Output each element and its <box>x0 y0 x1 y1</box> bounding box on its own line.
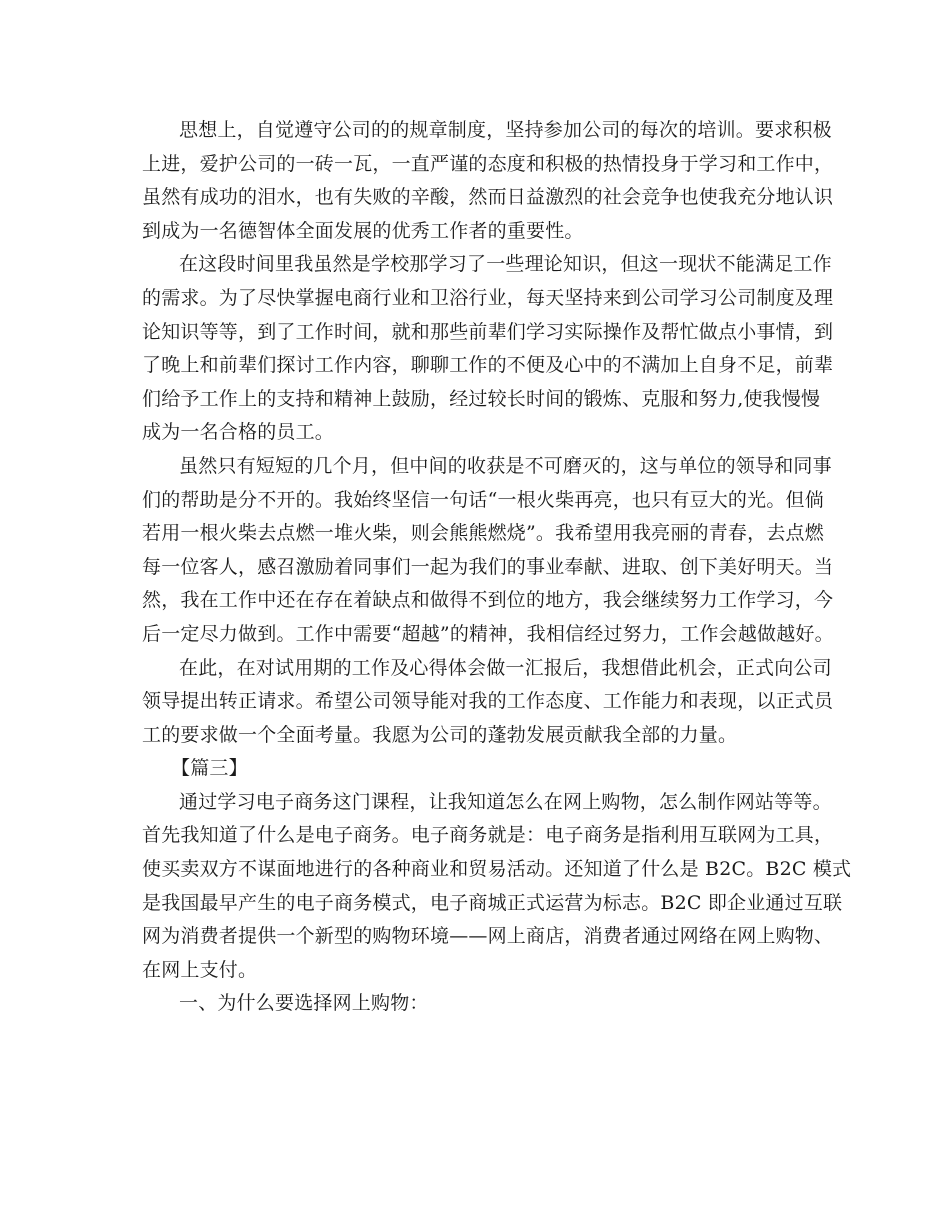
text-line: 到成为一名德智体全面发展的优秀工作者的重要性。 <box>142 219 584 242</box>
text-line: 虽然有成功的泪水，也有失败的辛酸，然而日益激烈的社会竞争也使我充分地认识 <box>142 186 834 209</box>
text-line: 们给予工作上的支持和精神上鼓励，经过较长时间的锻炼、克服和努力,使我慢慢 <box>142 387 821 410</box>
subheading-paragraph <box>142 987 827 1021</box>
text-line: 使买卖双方不谋面地进行的各种商业和贸易活动。还知道了什么是 B2C。B2C 模式 <box>142 858 852 881</box>
text-line: 上进，爱护公司的一砖一瓦，一直严谨的态度和积极的热情投身于学习和工作中， <box>142 152 834 175</box>
text-line: 思想上，自觉遵守公司的的规章制度，坚持参加公司的每次的培训。要求积极 <box>179 119 832 141</box>
text-line: 的需求。为了尽快掌握电商行业和卫浴行业，每天坚持来到公司学习公司制度及理 <box>142 286 834 309</box>
text-line: 虽然只有短短的几个月，但中间的收获是不可磨灭的，这与单位的领导和同事 <box>179 454 832 477</box>
text-line: 们的帮助是分不开的。我始终坚信一句话“一根火柴再亮，也只有豆大的光。但倘 <box>142 488 824 511</box>
text-line: 每一位客人，感召激励着同事们一起为我们的事业奉献、进取、创下美好明天。当 <box>142 555 834 578</box>
paragraph <box>142 652 834 753</box>
subheading: 一、为什么要选择网上购物： <box>179 992 429 1015</box>
section-heading: 【篇三】 <box>171 757 248 780</box>
text-line: 然，我在工作中还在存在着缺点和做得不到位的地方，我会继续努力工作学习，今 <box>142 589 834 612</box>
text-line: 了晚上和前辈们探讨工作内容，聊聊工作的不便及心中的不满加上自身不足，前辈 <box>142 354 834 377</box>
paragraph <box>142 248 834 450</box>
paragraph <box>142 786 852 988</box>
text-line: 在网上支付。 <box>142 958 258 981</box>
text-line: 论知识等等，到了工作时间，就和那些前辈们学习实际操作及帮忙做点小事情，到 <box>142 320 834 343</box>
text-line: 通过学习电子商务这门课程，让我知道怎么在网上购物，怎么制作网站等等。 <box>179 790 832 813</box>
text-line: 若用一根火柴去点燃一堆火柴，则会熊熊燃烧”。我希望用我亮丽的青春，去点燃 <box>142 522 824 545</box>
text-line: 是我国最早产生的电子商务模式，电子商城正式运营为标志。B2C 即企业通过互联 <box>142 891 843 914</box>
text-line: 领导提出转正请求。希望公司领导能对我的工作态度、工作能力和表现，以正式员 <box>142 690 834 713</box>
text-line: 在这段时间里我虽然是学校那学习了一些理论知识，但这一现状不能满足工作 <box>179 253 832 276</box>
text-line: 在此，在对试用期的工作及心得体会做一汇报后，我想借此机会，正式向公司 <box>179 656 832 679</box>
document-body <box>142 114 852 1021</box>
text-line: 首先我知道了什么是电子商务。电子商务就是：电子商务是指利用互联网为工具， <box>142 824 834 847</box>
paragraph <box>142 114 834 248</box>
text-line: 后一定尽力做到。工作中需要“超越”的精神，我相信经过努力，工作会越做越好。 <box>142 622 834 645</box>
text-line: 工的要求做一个全面考量。我愿为公司的蓬勃发展贡献我全部的力量。 <box>142 723 738 746</box>
text-line: 成为一名合格的员工。 <box>142 421 335 444</box>
text-line: 网为消费者提供一个新型的购物环境——网上商店，消费者通过网络在网上购物、 <box>142 925 834 948</box>
paragraph <box>142 450 834 652</box>
